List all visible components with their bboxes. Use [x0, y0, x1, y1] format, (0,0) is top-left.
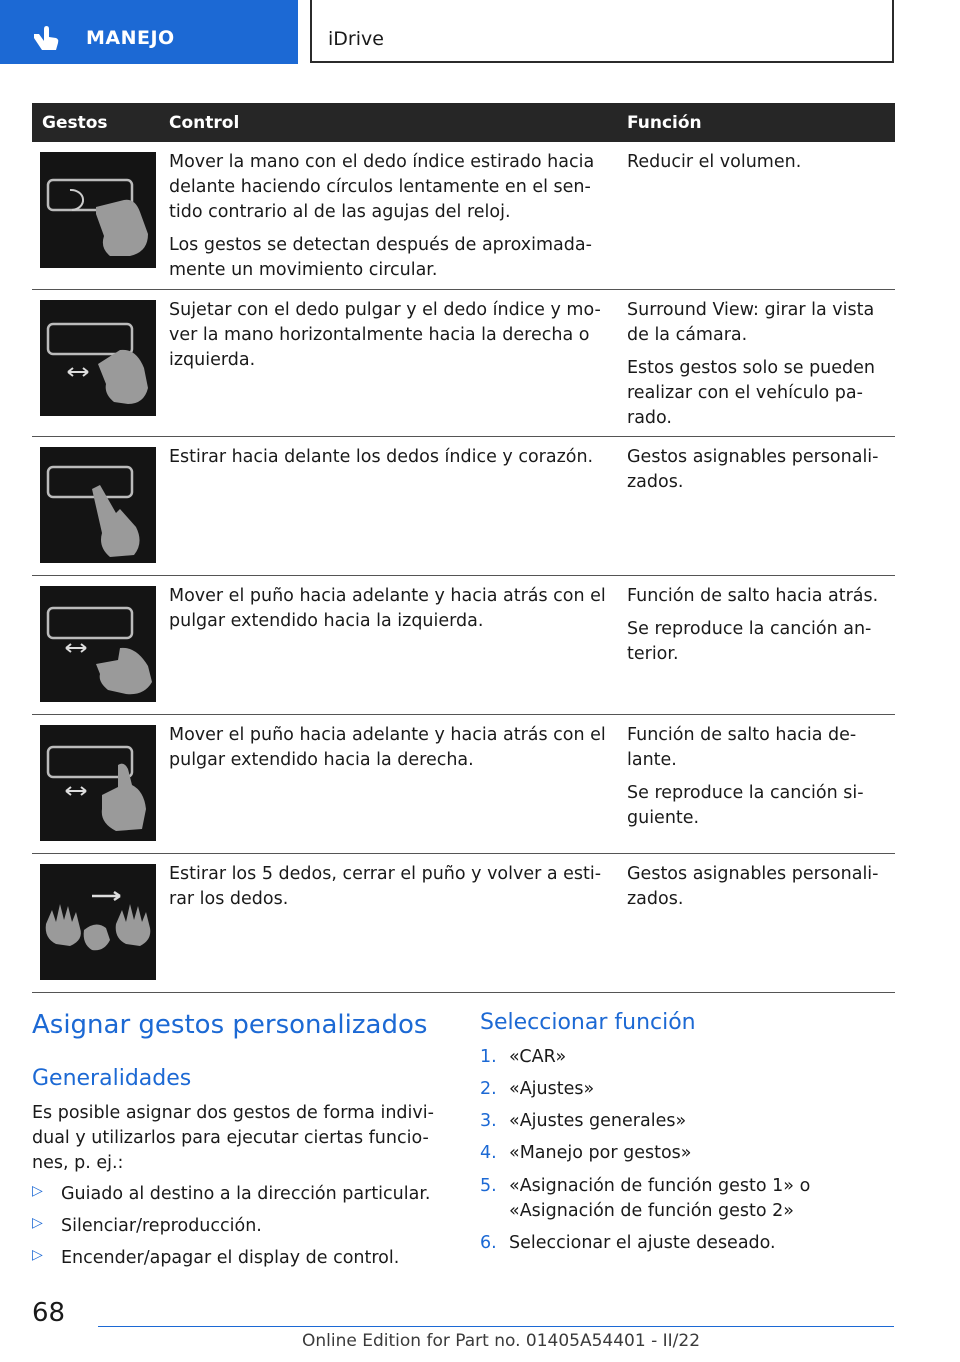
paragraph: Se reproduce la canción si-guiente. — [627, 783, 864, 828]
step-text: «CAR» — [509, 1047, 567, 1067]
function-text — [627, 298, 889, 439]
table-row — [32, 576, 895, 715]
col-control: Control — [169, 113, 240, 133]
page-number: 68 — [32, 1298, 66, 1328]
table-header — [32, 103, 895, 142]
section-label: MANEJO — [86, 27, 175, 49]
col-gestos: Gestos — [42, 113, 108, 133]
step-number: 6. — [480, 1233, 497, 1253]
triangle-bullet-icon: ▷ — [32, 1183, 43, 1199]
chapter-header — [310, 0, 894, 63]
gesture-image-circle — [40, 152, 156, 268]
gesture-image-thumb-left — [40, 586, 156, 702]
step-text: «Manejo por gestos» — [509, 1143, 692, 1163]
table-row — [32, 854, 895, 993]
step-number: 3. — [480, 1111, 497, 1131]
list-item-text: Guiado al destino a la dirección particular. — [61, 1184, 431, 1204]
triangle-bullet-icon: ▷ — [32, 1247, 43, 1263]
function-text — [627, 584, 889, 675]
section-title: Asignar gestos personalizados — [32, 1010, 428, 1040]
gesture-image-open-fist — [40, 864, 156, 980]
step-number: 1. — [480, 1047, 497, 1067]
paragraph: Función de salto hacia atrás. — [627, 586, 879, 606]
table-row — [32, 290, 895, 437]
paragraph: Mover el puño hacia adelante y hacia atrás con el pulgar extendido hacia la izquierda. — [169, 586, 606, 631]
step-number: 4. — [480, 1143, 497, 1163]
paragraph: Sujetar con el dedo pulgar y el dedo índice y mo-ver la mano horizontalmente hacia la derecha o izquierda. — [169, 300, 601, 370]
step-text: «Ajustes» — [509, 1079, 595, 1099]
footer-edition: Online Edition for Part no. 01405A54401 - II/22 — [302, 1331, 701, 1351]
function-text — [627, 445, 889, 503]
paragraph: Mover la mano con el dedo índice estirado hacia delante haciendo círculos lentamente en el sen-tido contrario al de las agujas del reloj. — [169, 152, 595, 222]
chapter-label: iDrive — [328, 28, 384, 50]
step-text: Seleccionar el ajuste deseado. — [509, 1233, 776, 1253]
paragraph: Estirar los 5 dedos, cerrar el puño y volver a esti-rar los dedos. — [169, 864, 602, 909]
control-text — [169, 862, 611, 920]
paragraph: Reducir el volumen. — [627, 152, 802, 172]
control-text — [169, 150, 611, 291]
control-text — [169, 298, 611, 381]
paragraph: Estirar hacia delante los dedos índice y corazón. — [169, 447, 594, 467]
col-funcion: Función — [627, 113, 702, 133]
table-row — [32, 142, 895, 290]
gesture-image-two-fingers — [40, 447, 156, 563]
paragraph: Los gestos se detectan después de aproximada-mente un movimiento circular. — [169, 235, 592, 280]
table-row — [32, 437, 895, 576]
control-text — [169, 584, 611, 642]
step-text: «Asignación de función gesto 1» o — [509, 1176, 811, 1196]
list-item-text: Silenciar/reproducción. — [61, 1216, 262, 1236]
step-text: «Ajustes generales» — [509, 1111, 687, 1131]
paragraph: Función de salto hacia de-lante. — [627, 725, 857, 770]
footer-divider — [98, 1326, 894, 1327]
function-text — [627, 862, 889, 920]
function-text — [627, 723, 889, 839]
section-title: Seleccionar función — [480, 1010, 696, 1035]
step-text: «Asignación de función gesto 2» — [509, 1201, 795, 1221]
control-text — [169, 445, 611, 478]
section-tab — [0, 0, 298, 64]
paragraph: Gestos asignables personali-zados. — [627, 864, 879, 909]
paragraph: Surround View: girar la vista de la cámara. — [627, 300, 875, 345]
paragraph: Gestos asignables personali-zados. — [627, 447, 879, 492]
table-row — [32, 715, 895, 854]
step-number: 2. — [480, 1079, 497, 1099]
hand-pointer-icon — [30, 24, 62, 52]
control-text — [169, 723, 611, 781]
gesture-image-thumb-right — [40, 725, 156, 841]
gesture-image-pinch-swipe — [40, 300, 156, 416]
triangle-bullet-icon: ▷ — [32, 1215, 43, 1231]
function-text — [627, 150, 889, 183]
paragraph: Estos gestos solo se pueden realizar con el vehículo pa-rado. — [627, 358, 875, 428]
gestures-table — [32, 103, 895, 993]
step-number: 5. — [480, 1176, 497, 1196]
paragraph: Se reproduce la canción an-terior. — [627, 619, 872, 664]
intro-paragraph: Es posible asignar dos gestos de forma indivi-dual y utilizarlos para ejecutar ciertas funcio-nes, p. ej.: — [32, 1103, 434, 1173]
subsection-title: Generalidades — [32, 1066, 192, 1091]
paragraph: Mover el puño hacia adelante y hacia atrás con el pulgar extendido hacia la derecha. — [169, 725, 606, 770]
list-item-text: Encender/apagar el display de control. — [61, 1248, 400, 1268]
